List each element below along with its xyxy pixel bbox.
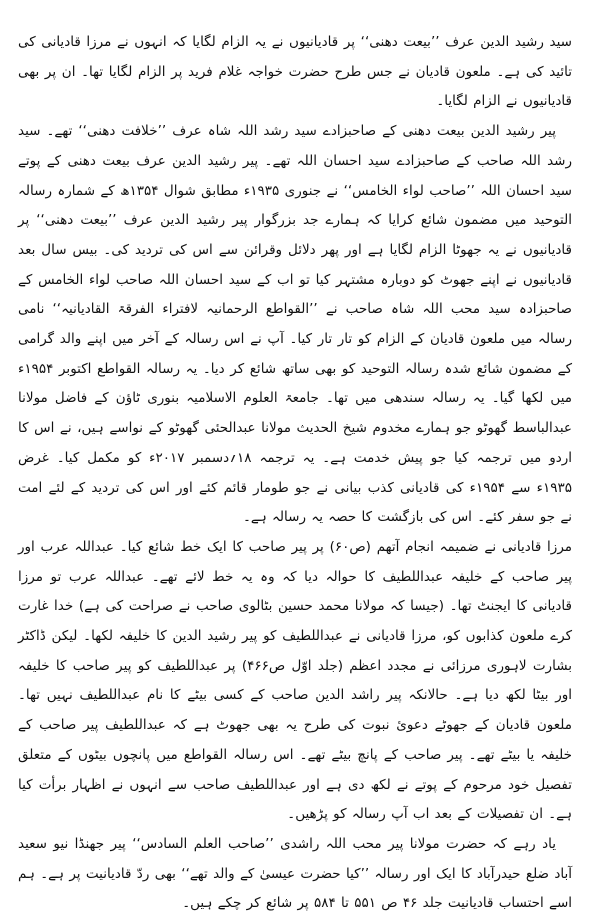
paragraph-3: مرزا قادیانی نے ضمیمہ انجام آتھم (ص۶۰) پر پیر صاحب کا ایک خط شائع کیا۔ عبداللہ عرب اور پیر صاحب کے خلیفہ عبداللطیف کا حوالہ دیا کہ وہ یہ خط لائے تھے۔ عبداللہ عرب تو مرزا قادیانی کا ایجنٹ تھا۔ (جیسا کہ مولانا محمد حسین بٹالوی صاحب نے صراحت کی ہے) خدا غارت کرے ملعون کذابوں کو، مرزا قادیانی نے عبداللطیف کو پیر رشید الدین کا خلیفہ لکھا۔ لیکن ڈاکٹر بشارت لاہوری مرزائی نے مجدد اعظم (جلد اوّل ص۴۶۶) پر عبداللطیف کو پیر صاحب کا خلیفہ اور بیٹا لکھ دیا ہے۔ حالانکہ پیر راشد الدین صاحب کے کسی بیٹے کا نام عبداللطیف نہیں تھا۔ ملعون قادیان کے جھوٹے دعویٔ نبوت کی طرح یہ بھی جھوٹ ہے کہ عبداللطیف پیر صاحب کے خلیفہ یا بیٹے تھے۔ پیر صاحب کے پانچ بیٹے تھے۔ اس رسالہ القواطع میں پانچوں بیٹوں کے متعلق تفصیل خود مرحوم کے پوتے نے لکھ دی ہے اور عبداللطیف صاحب سے انہوں نے اظہار برأت کیا ہے۔ ان تفصیلات کے بعد اب آپ رسالہ کو پڑھیں۔ xyxy=(18,538,572,823)
paragraph-1: سید رشید الدین عرف ’’بیعت دھنی‘‘ پر قادیانیوں نے یہ الزام لگایا کہ انہوں نے مرزا قادیانی کی تائید کی ہے۔ ملعون قادیان نے جس طرح حضرت خواجہ غلام فرید پر الزام لگایا تھا۔ ان پر بھی قادیانیوں نے الزام لگایا۔ xyxy=(18,34,572,110)
paragraph-2: پیر رشید الدین بیعت دھنی کے صاحبزادے سید رشد اللہ شاہ عرف ’’خلافت دھنی‘‘ تھے۔ سید رشد اللہ صاحب کے صاحبزادے سید احسان اللہ تھے۔ پیر رشید الدین عرف بیعت دھنی کے پوتے سید احسان اللہ ’’صاحب لواء الخامس‘‘ نے جنوری ۱۹۳۵ء مطابق شوال ۱۳۵۴ھ کے شمارہ رسالہ التوحید میں مضمون شائع کرایا کہ ہمارے جد بزرگوار پیر رشید الدین عرف ’’بیعت دھنی‘‘ پر قادیانیوں نے یہ جھوٹا الزام لگایا ہے اور پھر دلائل وقرائن سے اس کی تردید کی۔ بیس سال بعد قادیانیوں نے اپنے جھوٹ کو دوبارہ مشتہر کیا تو اب کے سید احسان اللہ صاحب لواء الخامس کے صاحبزادہ سید محب اللہ شاہ صاحب نے ’’القواطع الرحمانیہ لافتراء الفرقۃ القادیانیہ‘‘ نامی رسالہ میں ملعون قادیان کے الزام کو تار تار کیا۔ آپ نے اس رسالہ کے آخر میں اپنے والد گرامی کے مضمون شائع شدہ رسالہ التوحید کو بھی ساتھ شائع کر دیا۔ یہ رسالہ القواطع اکتوبر ۱۹۵۴ء میں لکھا گیا۔ یہ رسالہ سندھی میں تھا۔ جامعۃ العلوم الاسلامیہ بنوری ٹاؤن کے فاضل مولانا عبدالباسط گھوٹو جو ہمارے مخدوم شیخ الحدیث مولانا عبدالحئی گھوٹو کے نواسے ہیں، نے اس کا اردو میں ترجمہ کیا جو پیش خدمت ہے۔ یہ ترجمہ ۱۸؍دسمبر ۲۰۱۷ء کو مکمل کیا۔ غرض ۱۹۳۵ء سے ۱۹۵۴ء کی قادیانی کذب بیانی نے جو طومار قائم کئے اور اس کی تردید کے لئے امت نے جو سفر کئے۔ اس کی بازگشت کا حصہ یہ رسالہ ہے۔ xyxy=(18,123,573,526)
paragraph-4: یاد رہے کہ حضرت مولانا پیر محب اللہ راشدی ’’صاحب العلم السادس‘‘ پیر جھنڈا نیو سعید آباد ضلع حیدرآباد کا ایک اور رسالہ ’’کیا حضرت عیسیٰ کے والد تھے‘‘ بھی ردّ قادیانیت پر ہے۔ ہم اسے احتساب قادیانیت جلد ۴۶ ص ۵۵۱ تا ۵۸۴ پر شائع کر چکے ہیں۔ xyxy=(18,835,572,912)
